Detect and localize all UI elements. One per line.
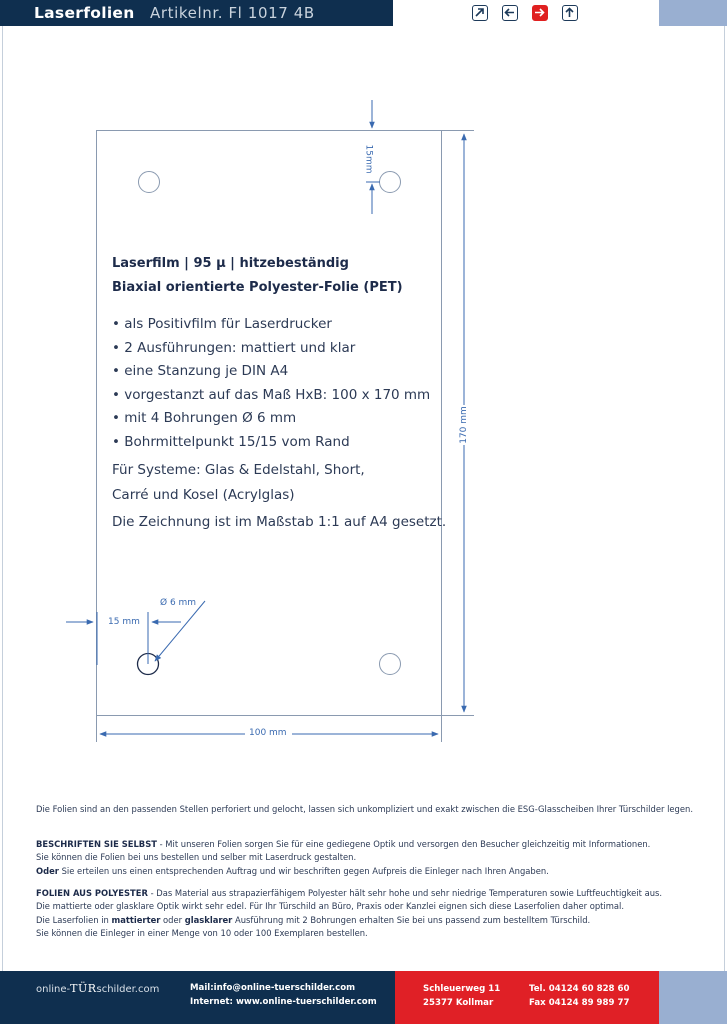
info-emphasis: mattierter [111,914,161,925]
feature-list [112,313,432,455]
dim-hole-leader [155,601,205,661]
hole-bottom-right [380,654,401,675]
footer-internet[interactable]: Internet: www.online-tuerschilder.com [190,997,377,1007]
dim-width-label: 100 mm [249,728,287,738]
scale-note: Die Zeichnung ist im Maßstab 1:1 auf A4 gesetzt. [112,514,447,530]
footer-mail[interactable]: Mail:info@online-tuerschilder.com [190,983,356,993]
info-text: - Das Material aus strapazierfähigem Polyester hält sehr hohe und sehr niedrige Temperaturen sowie Luftfeuchtigkeit aus. [147,888,663,898]
list-item: • vorgestanzt auf das Maß HxB: 100 x 170 mm [112,386,431,403]
label-heading-1: Laserfilm | 95 µ | hitzebeständig [112,256,349,271]
site-name-suffix: schilder.com [96,984,160,995]
info-text: - Mit unseren Folien sorgen Sie für eine gediegene Optik und versorgen den Besucher gleichzeitig mit Informationen. [156,839,651,849]
list-item: • 2 Ausführungen: mattiert und klar [112,339,356,356]
page-footer [0,971,727,1024]
systems-line-2: Carré und Kosel (Acrylglas) [112,486,295,503]
info-text: Ausführung mit 2 Bohrungen erhalten Sie bei uns passend zum bestelltem Türschild. [232,914,591,925]
compatible-systems [112,458,432,507]
footer-city: 25377 Kollmar [423,998,494,1008]
footer-fax: Fax 04124 89 989 77 [529,998,630,1008]
article-number: Artikelnr. Fl 1017 4B [150,4,315,22]
info-text: Sie erteilen uns einen entsprechenden Auftrag und wir beschriften gegen Aufpreis die Einleger nach Ihren Angaben. [58,865,549,876]
info-heading-polyester: FOLIEN AUS POLYESTER [36,888,148,898]
footer-tel[interactable]: Tel. 04124 60 828 60 [529,984,630,994]
info-paragraph-2 [36,838,696,878]
info-text: Die mattierte oder glasklare Optik wirkt sehr edel. Für Ihr Türschild an Büro, Praxis oder Kanzlei eignen sich diese Laserfolien daher optimal. [36,901,625,912]
footer-street: Schleuerweg 11 [423,984,501,994]
systems-line-1: Für Systeme: Glas & Edelstahl, Short, [112,462,365,478]
info-text: Sie können die Folien bei uns bestellen und selber mit Laserdruck gestalten. [36,852,357,863]
info-text: Sie können die Einleger in einer Menge von 10 oder 100 Exemplaren bestellen. [36,928,368,939]
dim-top-label-wrap [363,142,378,178]
label-heading-2: Biaxial orientierte Polyester-Folie (PET) [112,280,403,295]
footer-contact-address [395,971,659,1024]
hole-top-left [139,172,160,193]
info-emphasis: glasklarer [184,914,233,925]
footer-site-link[interactable] [36,982,159,995]
list-item: • Bohrmittelpunkt 15/15 vom Rand [112,433,350,450]
info-paragraph-1: Die Folien sind an den passenden Stellen perforiert und gelocht, lassen sich unkompliziert und exakt zwischen die ESG-Glasscheiben Ihrer Türschilder legen. [36,804,693,814]
dim-hole-label: Ø 6 mm [160,598,197,608]
footer-accent [659,971,727,1024]
list-item: • eine Stanzung je DIN A4 [112,363,289,380]
info-text: Die Laserfolien in [36,914,112,925]
dim-top-label: 15mm [363,144,374,174]
footer-contact-online [0,971,395,1024]
site-name-brand: TÜR [70,982,97,995]
dim-height-label: 170 mm [458,406,469,444]
site-name-prefix: online- [36,984,71,995]
hole-top-right [380,172,401,193]
info-heading-self-label: BESCHRIFTEN SIE SELBST [36,839,157,849]
list-item: • als Positivfilm für Laserdrucker [112,316,332,332]
dim-height-label-wrap [459,406,471,444]
info-paragraph-3 [36,887,696,941]
list-item: • mit 4 Bohrungen Ø 6 mm [112,410,297,427]
page-title: Laserfolien [34,4,135,22]
dim-left-label: 15 mm [108,617,140,627]
info-emphasis: Oder [36,865,59,876]
info-text: oder [160,914,185,925]
